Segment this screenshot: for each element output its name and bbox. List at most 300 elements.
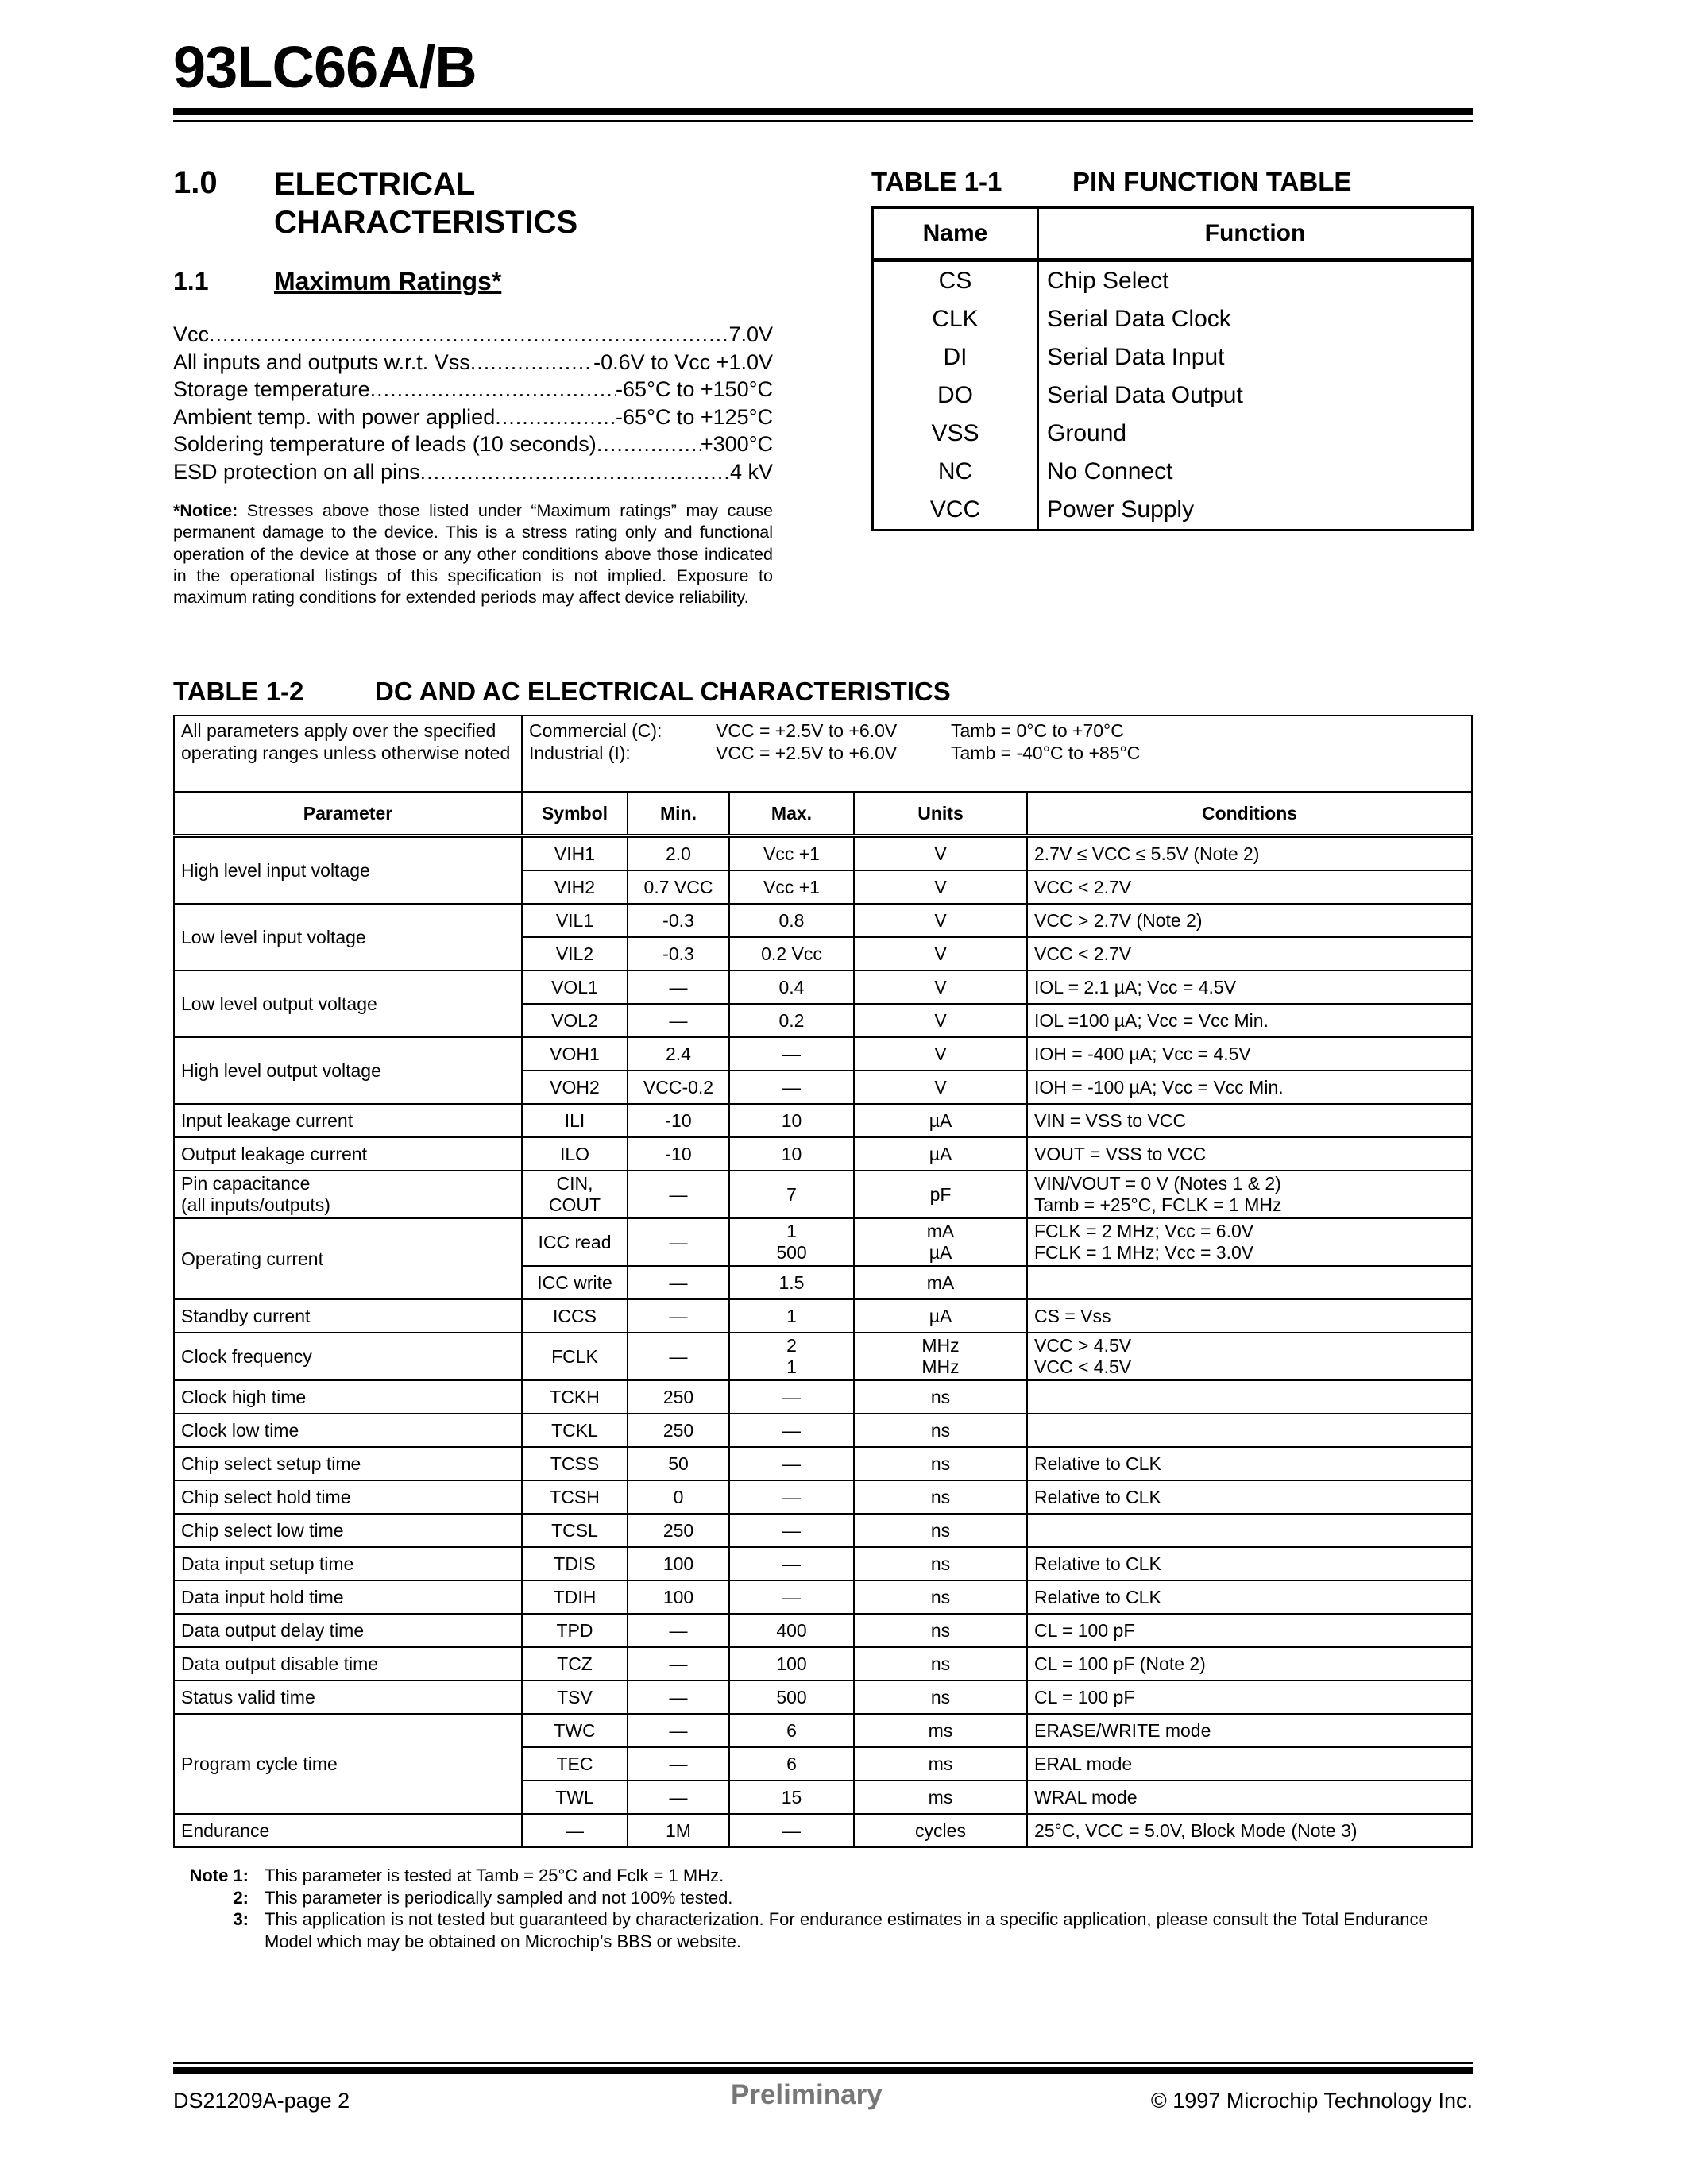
param-cell: Status valid time <box>174 1680 522 1714</box>
min-cell: — <box>628 1299 729 1333</box>
preliminary-label: Preliminary <box>731 2079 883 2110</box>
min-cell: — <box>628 1747 729 1781</box>
section-title <box>274 165 577 241</box>
units-cell: V <box>854 1037 1027 1071</box>
min-cell: — <box>628 1266 729 1299</box>
rating-label: Soldering temperature of leads (10 seconds) <box>173 432 597 456</box>
param-cell: Data output disable time <box>174 1647 522 1680</box>
units-cell: ns <box>854 1647 1027 1680</box>
section-title-line2: CHARACTERISTICS <box>274 205 578 240</box>
notice-paragraph <box>173 500 773 608</box>
symbol-cell: — <box>522 1814 628 1847</box>
max-cell: 10 <box>729 1104 854 1137</box>
conditions-cell: 2.7V ≤ VCC ≤ 5.5V (Note 2) <box>1027 836 1472 871</box>
table-row <box>174 1171 1472 1218</box>
table-row <box>873 491 1473 531</box>
condition-line: Tamb = +25°C, FCLK = 1 MHz <box>1034 1194 1282 1215</box>
max-cell: 1 <box>729 1299 854 1333</box>
range-tamb: Tamb = -40°C to +85°C <box>951 743 1141 763</box>
note-key: 3: <box>233 1909 249 1929</box>
conditions-cell: 25°C, VCC = 5.0V, Block Mode (Note 3) <box>1027 1814 1472 1847</box>
max-cell: — <box>729 1580 854 1614</box>
units-cell: V <box>854 1071 1027 1104</box>
table-header-row <box>873 208 1473 260</box>
param-cell: Chip select setup time <box>174 1447 522 1480</box>
conditions-cell: VCC < 2.7V <box>1027 870 1472 904</box>
max-cell: — <box>729 1447 854 1480</box>
min-cell: — <box>628 1171 729 1218</box>
conditions-cell: ERASE/WRITE mode <box>1027 1714 1472 1747</box>
symbol-cell: VIL1 <box>522 904 628 937</box>
rating-row <box>173 460 773 488</box>
param-line: (all inputs/outputs) <box>181 1194 330 1215</box>
conditions-cell: IOH = -100 µA; Vcc = Vcc Min. <box>1027 1071 1472 1104</box>
conditions-cell: VCC > 2.7V (Note 2) <box>1027 904 1472 937</box>
conditions-cell: IOH = -400 µA; Vcc = 4.5V <box>1027 1037 1472 1071</box>
table-row <box>873 415 1473 453</box>
param-cell: Standby current <box>174 1299 522 1333</box>
copyright: © 1997 Microchip Technology Inc. <box>1150 2089 1473 2113</box>
param-cell: Chip select low time <box>174 1514 522 1547</box>
units-cell: mA <box>854 1266 1027 1299</box>
column-header: Max. <box>729 792 854 836</box>
max-cell: 0.2 <box>729 1004 854 1037</box>
table-row <box>873 376 1473 415</box>
rating-label: All inputs and outputs w.r.t. Vss <box>173 349 470 374</box>
min-cell: — <box>628 1614 729 1647</box>
conditions-cell <box>1027 1380 1472 1414</box>
units-cell: ns <box>854 1447 1027 1480</box>
param-cell: Input leakage current <box>174 1104 522 1137</box>
param-line: Pin capacitance <box>181 1173 311 1194</box>
conditions-cell <box>1027 1266 1472 1299</box>
symbol-cell: TCKL <box>522 1414 628 1447</box>
units-cell: ns <box>854 1414 1027 1447</box>
max-cell: 0.4 <box>729 970 854 1004</box>
min-cell: — <box>628 1004 729 1037</box>
units-line: MHz <box>921 1356 960 1377</box>
subsection-number: 1.1 <box>173 267 209 295</box>
table-notes <box>173 1865 1476 1952</box>
units-cell: ns <box>854 1514 1027 1547</box>
max-cell: — <box>729 1037 854 1071</box>
conditions-cell: Relative to CLK <box>1027 1480 1472 1514</box>
conditions-cell <box>1027 1171 1472 1218</box>
symbol-cell: VOH2 <box>522 1071 628 1104</box>
min-cell: -10 <box>628 1104 729 1137</box>
table-row <box>873 338 1473 376</box>
max-line: 1 <box>786 1221 797 1241</box>
symbol-cell: TCSH <box>522 1480 628 1514</box>
notice-text: Stresses above those listed under “Maximum ratings” may cause permanent damage to the device. This is a stress rating only and functional operation of the device at those or any other conditions above those indicated in the operational listings of this specification is not implied. Exposure to maximum rating conditions for extended periods may affect device reliability. <box>173 501 773 608</box>
units-line: mA <box>926 1221 955 1241</box>
max-ratings-list <box>173 322 773 487</box>
param-cell: Clock low time <box>174 1414 522 1447</box>
min-cell: 1M <box>628 1814 729 1847</box>
table1-label: TABLE 1-1 <box>871 167 1002 196</box>
pin-function: Serial Data Output <box>1038 376 1473 415</box>
table-row <box>174 1037 1472 1071</box>
table-row <box>174 904 1472 937</box>
range-vcc: VCC = +2.5V to +6.0V <box>716 720 898 741</box>
pin-function: Power Supply <box>1038 491 1473 531</box>
condition-line: VIN/VOUT = 0 V (Notes 1 & 2) <box>1034 1173 1281 1194</box>
units-cell: ns <box>854 1680 1027 1714</box>
max-cell: 10 <box>729 1137 854 1171</box>
param-cell: Operating current <box>174 1218 522 1299</box>
table-row <box>174 1814 1472 1847</box>
conditions-cell: Relative to CLK <box>1027 1447 1472 1480</box>
table-row <box>174 1104 1472 1137</box>
min-cell: — <box>628 1218 729 1266</box>
subsection-title: Maximum Ratings* <box>274 267 502 295</box>
conditions-cell: VIN = VSS to VCC <box>1027 1104 1472 1137</box>
table-row <box>174 1580 1472 1614</box>
conditions-cell: ERAL mode <box>1027 1747 1472 1781</box>
max-cell: — <box>729 1414 854 1447</box>
table-row <box>174 1680 1472 1714</box>
max-cell: — <box>729 1547 854 1580</box>
conditions-cell <box>1027 1414 1472 1447</box>
leader-dots <box>209 322 728 347</box>
column-header: Conditions <box>1027 792 1472 836</box>
table-row <box>174 1514 1472 1547</box>
max-cell: — <box>729 1380 854 1414</box>
units-cell: V <box>854 937 1027 970</box>
note-row <box>173 1865 1476 1887</box>
conditions-cell: CL = 100 pF (Note 2) <box>1027 1647 1472 1680</box>
units-cell: ms <box>854 1714 1027 1747</box>
max-cell: 6 <box>729 1747 854 1781</box>
header-rule <box>173 108 1473 115</box>
symbol-cell: TDIH <box>522 1580 628 1614</box>
symbol-cell: VIH2 <box>522 870 628 904</box>
operating-ranges <box>522 716 1472 792</box>
min-cell: — <box>628 1333 729 1380</box>
symbol-cell: ILI <box>522 1104 628 1137</box>
range-name: Industrial (I): <box>529 743 631 763</box>
units-line: µA <box>929 1242 952 1263</box>
min-cell: — <box>628 1647 729 1680</box>
units-cell: ms <box>854 1747 1027 1781</box>
conditions-cell: WRAL mode <box>1027 1781 1472 1814</box>
table-row <box>174 1333 1472 1380</box>
rating-value: +300°C <box>700 432 773 456</box>
min-cell: -0.3 <box>628 904 729 937</box>
table-row <box>174 1218 1472 1266</box>
min-cell: 250 <box>628 1380 729 1414</box>
rating-label: Storage temperature <box>173 377 370 401</box>
table-row <box>174 1447 1472 1480</box>
symbol-cell: ILO <box>522 1137 628 1171</box>
column-header: Parameter <box>174 792 522 836</box>
units-cell: µA <box>854 1137 1027 1171</box>
units-cell: pF <box>854 1171 1027 1218</box>
max-cell <box>729 1218 854 1266</box>
conditions-cell: IOL = 2.1 µA; Vcc = 4.5V <box>1027 970 1472 1004</box>
rating-row <box>173 322 773 350</box>
symbol-cell: VOL1 <box>522 970 628 1004</box>
units-cell: V <box>854 870 1027 904</box>
page-id: DS21209A-page 2 <box>173 2089 350 2113</box>
rating-row <box>173 350 773 378</box>
param-cell: High level input voltage <box>174 836 522 905</box>
range-row <box>529 720 1465 742</box>
conditions-cell <box>1027 1218 1472 1266</box>
max-cell: 7 <box>729 1171 854 1218</box>
max-cell: 0.2 Vcc <box>729 937 854 970</box>
pin-name: CS <box>873 260 1038 301</box>
min-cell: — <box>628 1781 729 1814</box>
max-cell <box>729 1333 854 1380</box>
rating-value: 4 kV <box>729 459 773 484</box>
pin-name: CLK <box>873 300 1038 338</box>
max-cell: — <box>729 1814 854 1847</box>
max-cell: Vcc +1 <box>729 836 854 871</box>
param-cell: Program cycle time <box>174 1714 522 1814</box>
table-row <box>873 260 1473 301</box>
symbol-cell: VIH1 <box>522 836 628 871</box>
units-cell: µA <box>854 1104 1027 1137</box>
table-row <box>174 1299 1472 1333</box>
param-cell: Clock high time <box>174 1380 522 1414</box>
units-cell <box>854 1333 1027 1380</box>
pin-function: Chip Select <box>1038 260 1473 301</box>
min-cell: 250 <box>628 1414 729 1447</box>
column-header: Function <box>1038 208 1473 260</box>
max-line: 2 <box>786 1335 797 1356</box>
max-cell: Vcc +1 <box>729 870 854 904</box>
max-cell: 100 <box>729 1647 854 1680</box>
param-cell: Data output delay time <box>174 1614 522 1647</box>
range-tamb: Tamb = 0°C to +70°C <box>951 720 1124 741</box>
param-cell: Endurance <box>174 1814 522 1847</box>
min-cell: VCC-0.2 <box>628 1071 729 1104</box>
units-cell: ns <box>854 1547 1027 1580</box>
units-cell: V <box>854 904 1027 937</box>
max-line: 1 <box>786 1356 797 1377</box>
min-cell: 100 <box>628 1547 729 1580</box>
table-row <box>174 1547 1472 1580</box>
table-header-row <box>174 792 1472 836</box>
symbol-cell: TWC <box>522 1714 628 1747</box>
units-cell: V <box>854 836 1027 871</box>
note-text: This parameter is periodically sampled and not 100% tested. <box>265 1887 733 1908</box>
max-cell: 6 <box>729 1714 854 1747</box>
condition-line: FCLK = 2 MHz; Vcc = 6.0V <box>1034 1221 1254 1241</box>
column-header: Name <box>873 208 1038 260</box>
table-row <box>174 1137 1472 1171</box>
max-line: 500 <box>776 1242 807 1263</box>
pin-name: NC <box>873 453 1038 491</box>
units-cell: ns <box>854 1380 1027 1414</box>
pin-name: DO <box>873 376 1038 415</box>
table-row <box>174 836 1472 871</box>
pin-function: Serial Data Clock <box>1038 300 1473 338</box>
condition-line: FCLK = 1 MHz; Vcc = 3.0V <box>1034 1242 1254 1263</box>
symbol-cell: VOH1 <box>522 1037 628 1071</box>
symbol-cell: FCLK <box>522 1333 628 1380</box>
section-title-line1: ELECTRICAL <box>274 167 476 202</box>
max-cell: 0.8 <box>729 904 854 937</box>
section-number: 1.0 <box>173 165 218 200</box>
header-rule-thin <box>173 120 1473 122</box>
leader-dots <box>597 432 701 457</box>
param-cell: Output leakage current <box>174 1137 522 1171</box>
document-title: 93LC66A/B <box>173 34 477 100</box>
min-cell: -10 <box>628 1137 729 1171</box>
units-cell: µA <box>854 1299 1027 1333</box>
table-row <box>873 453 1473 491</box>
symbol-cell: ICC read <box>522 1218 628 1266</box>
param-cell: Data input hold time <box>174 1580 522 1614</box>
range-name: Commercial (C): <box>529 720 662 741</box>
symbol-cell: TSV <box>522 1680 628 1714</box>
units-cell <box>854 1218 1027 1266</box>
rating-value: 7.0V <box>728 322 773 346</box>
symbol-cell: TCZ <box>522 1647 628 1680</box>
table-row <box>174 1647 1472 1680</box>
range-row <box>529 742 1465 764</box>
max-cell: — <box>729 1071 854 1104</box>
symbol-cell: TEC <box>522 1747 628 1781</box>
rating-label: Ambient temp. with power applied <box>173 404 496 429</box>
footer-rule <box>173 2067 1473 2074</box>
symbol-cell: TCSL <box>522 1514 628 1547</box>
table-row <box>174 1614 1472 1647</box>
min-cell: -0.3 <box>628 937 729 970</box>
note-key: 2: <box>233 1887 249 1908</box>
conditions-cell: CL = 100 pF <box>1027 1614 1472 1647</box>
max-cell: 1.5 <box>729 1266 854 1299</box>
max-cell: 500 <box>729 1680 854 1714</box>
conditions-cell <box>1027 1514 1472 1547</box>
max-cell: — <box>729 1480 854 1514</box>
conditions-header-row <box>174 716 1472 792</box>
units-cell: ms <box>854 1781 1027 1814</box>
rating-value: -0.6V to Vcc +1.0V <box>593 349 773 374</box>
units-cell: V <box>854 970 1027 1004</box>
pin-name: VCC <box>873 491 1038 531</box>
conditions-cell: CS = Vss <box>1027 1299 1472 1333</box>
symbol-cell: TCSS <box>522 1447 628 1480</box>
rating-row <box>173 377 773 405</box>
pin-function: No Connect <box>1038 453 1473 491</box>
symbol-cell: TWL <box>522 1781 628 1814</box>
column-header: Units <box>854 792 1027 836</box>
rating-value: -65°C to +125°C <box>616 404 773 429</box>
units-cell: ns <box>854 1614 1027 1647</box>
conditions-cell: CL = 100 pF <box>1027 1680 1472 1714</box>
conditions-cell: IOL =100 µA; Vcc = Vcc Min. <box>1027 1004 1472 1037</box>
conditions-cell: Relative to CLK <box>1027 1547 1472 1580</box>
pin-function-table <box>871 206 1474 531</box>
note-key: Note 1: <box>189 1866 249 1885</box>
table-row <box>174 1414 1472 1447</box>
min-cell: 2.4 <box>628 1037 729 1071</box>
conditions-cell: VOUT = VSS to VCC <box>1027 1137 1472 1171</box>
param-cell: Chip select hold time <box>174 1480 522 1514</box>
max-cell: — <box>729 1514 854 1547</box>
conditions-cell: Relative to CLK <box>1027 1580 1472 1614</box>
table-row <box>174 1714 1472 1747</box>
condition-line: VCC > 4.5V <box>1034 1335 1132 1356</box>
column-header: Symbol <box>522 792 628 836</box>
param-cell: Data input setup time <box>174 1547 522 1580</box>
table-row <box>174 1480 1472 1514</box>
param-cell: Low level input voltage <box>174 904 522 970</box>
min-cell: 50 <box>628 1447 729 1480</box>
pin-function: Serial Data Input <box>1038 338 1473 376</box>
table-row <box>873 300 1473 338</box>
scope-note: All parameters apply over the specified operating ranges unless otherwise noted <box>174 716 522 792</box>
units-line: MHz <box>921 1335 960 1356</box>
pin-function: Ground <box>1038 415 1473 453</box>
notice-lead: *Notice: <box>173 501 238 520</box>
table-row <box>174 1380 1472 1414</box>
leader-dots <box>470 350 593 375</box>
note-row <box>173 1887 1476 1909</box>
min-cell: — <box>628 1714 729 1747</box>
min-cell: 0.7 VCC <box>628 870 729 904</box>
condition-line: VCC < 4.5V <box>1034 1356 1132 1377</box>
units-cell: V <box>854 1004 1027 1037</box>
min-cell: — <box>628 970 729 1004</box>
rating-row <box>173 405 773 433</box>
min-cell: 100 <box>628 1580 729 1614</box>
param-cell: High level output voltage <box>174 1037 522 1104</box>
units-cell: ns <box>854 1480 1027 1514</box>
dc-ac-characteristics-table <box>173 715 1473 1848</box>
rating-value: -65°C to +150°C <box>616 377 773 401</box>
symbol-cell: CIN, COUT <box>522 1171 628 1218</box>
units-cell: cycles <box>854 1814 1027 1847</box>
max-cell: 15 <box>729 1781 854 1814</box>
min-cell: — <box>628 1680 729 1714</box>
rating-label: Vcc <box>173 322 210 346</box>
param-cell: Clock frequency <box>174 1333 522 1380</box>
table-row <box>174 970 1472 1004</box>
symbol-cell: TPD <box>522 1614 628 1647</box>
note-text: This application is not tested but guaranteed by characterization. For endurance estimates in a specific application, please consult the Total Endurance Model which may be obtained on Microchip’s BBS or website. <box>265 1909 1428 1951</box>
table2-label: TABLE 1-2 <box>173 677 304 706</box>
conditions-cell: VCC < 2.7V <box>1027 937 1472 970</box>
symbol-cell: TCKH <box>522 1380 628 1414</box>
leader-dots <box>370 377 616 402</box>
min-cell: 0 <box>628 1480 729 1514</box>
pin-name: VSS <box>873 415 1038 453</box>
note-text: This parameter is tested at Tamb = 25°C and Fclk = 1 MHz. <box>265 1866 724 1885</box>
range-vcc: VCC = +2.5V to +6.0V <box>716 743 898 763</box>
rating-row <box>173 432 773 460</box>
column-header: Min. <box>628 792 729 836</box>
min-cell: 2.0 <box>628 836 729 871</box>
leader-dots <box>420 460 730 484</box>
leader-dots <box>495 405 616 430</box>
table1-title: PIN FUNCTION TABLE <box>1072 167 1352 196</box>
symbol-cell: ICC write <box>522 1266 628 1299</box>
units-cell: ns <box>854 1580 1027 1614</box>
min-cell: 250 <box>628 1514 729 1547</box>
table2-title: DC AND AC ELECTRICAL CHARACTERISTICS <box>375 677 951 706</box>
symbol-cell: VIL2 <box>522 937 628 970</box>
param-cell <box>174 1171 522 1218</box>
max-cell: 400 <box>729 1614 854 1647</box>
rating-label: ESD protection on all pins <box>173 459 420 484</box>
conditions-cell <box>1027 1333 1472 1380</box>
symbol-cell: ICCS <box>522 1299 628 1333</box>
pin-name: DI <box>873 338 1038 376</box>
